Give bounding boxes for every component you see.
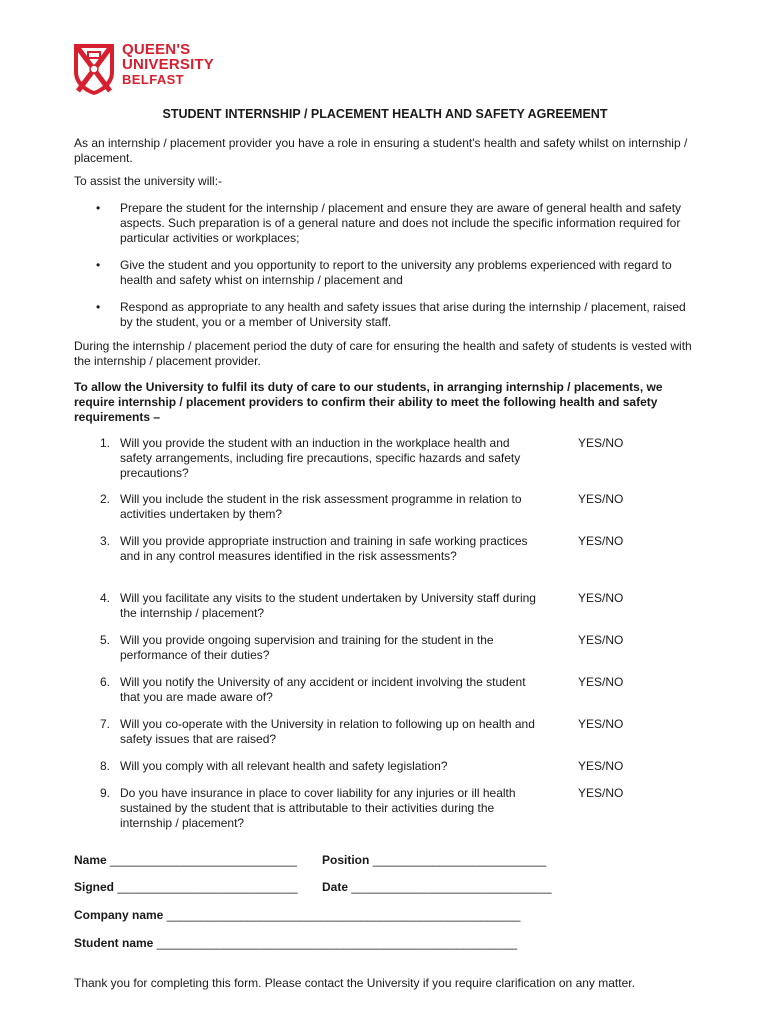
question-number: 4. — [99, 591, 110, 605]
question-number: 6. — [99, 675, 110, 689]
position-field[interactable] — [322, 853, 546, 868]
intro-paragraph: As an internship / placement provider you have a role in ensuring a student's health and safety whilst on internship / placement. — [74, 136, 688, 165]
question-text: Will you co-operate with the University in relation to following up on health and safety issues that are raised? — [120, 717, 535, 746]
assist-heading: To assist the university will:- — [74, 174, 223, 188]
position-label: Position — [322, 853, 370, 867]
yes-no-answer[interactable]: YES/NO — [578, 717, 624, 731]
yes-no-answer[interactable]: YES/NO — [578, 759, 624, 773]
yes-no-answer[interactable]: YES/NO — [578, 534, 624, 548]
question-text: Do you have insurance in place to cover liability for any injuries or ill health sustained by the student that is attributable to their activities during the internship / placement? — [120, 786, 516, 830]
bullet-marker: • — [96, 300, 101, 314]
logo-line-belfast: BELFAST — [122, 72, 185, 87]
bullet-item: Prepare the student for the internship / placement and ensure they are aware of general health and safety aspects. Such preparation is of a general nature and does not include the specific information required for particular activities or workplaces; — [120, 201, 682, 245]
name-field[interactable] — [74, 853, 297, 868]
bullet-marker: • — [96, 258, 101, 272]
position-input-line[interactable]: __________________________ — [372, 853, 547, 867]
bullet-item: Give the student and you opportunity to report to the university any problems experienced with regard to health and safety whist on internship / placement and — [120, 258, 672, 287]
question-number: 5. — [99, 633, 110, 647]
yes-no-answer[interactable]: YES/NO — [578, 633, 624, 647]
question-text: Will you provide the student with an induction in the workplace health and safety arrangements, including fire precautions, specific hazards and safety precautions? — [120, 436, 521, 480]
question-text: Will you provide appropriate instruction and training in safe working practices and in any control measures identified in the risk assessments? — [120, 534, 528, 563]
signed-label: Signed — [74, 880, 115, 894]
signed-input-line[interactable]: ___________________________ — [117, 880, 298, 894]
yes-no-answer[interactable]: YES/NO — [578, 436, 624, 450]
question-number: 1. — [99, 436, 110, 450]
question-number: 2. — [99, 492, 110, 506]
yes-no-answer[interactable]: YES/NO — [578, 591, 624, 605]
bullet-item: Respond as appropriate to any health and safety issues that arise during the internship / placement, raised by the student, you or a member of University staff. — [120, 300, 686, 329]
question-number: 7. — [99, 717, 110, 731]
logo-wordmark — [122, 42, 214, 87]
logo-line-queens: QUEEN'S — [122, 41, 191, 58]
question-text: Will you comply with all relevant health and safety legislation? — [120, 759, 448, 773]
question-text: Will you provide ongoing supervision and training for the student in the performance of their duties? — [120, 633, 494, 662]
requirement-paragraph: To allow the University to fulfil its duty of care to our students, in arranging internship / placements, we require internship / placement providers to confirm their ability to meet the following health and safety requirements – — [74, 380, 663, 424]
question-number: 8. — [99, 759, 110, 773]
yes-no-answer[interactable]: YES/NO — [578, 786, 624, 800]
shield-crest-icon — [72, 42, 116, 96]
question-number: 9. — [99, 786, 110, 800]
question-text: Will you include the student in the risk assessment programme in relation to activities undertaken by them? — [120, 492, 522, 521]
date-input-line[interactable]: ______________________________ — [351, 880, 552, 894]
footer-note: Thank you for completing this form. Please contact the University if you require clarification on any matter. — [74, 976, 635, 990]
duty-paragraph: During the internship / placement period the duty of care for ensuring the health and safety of students is vested with the internship / placement provider. — [74, 339, 692, 368]
university-logo — [72, 40, 252, 100]
logo-line-university: UNIVERSITY — [122, 56, 215, 73]
yes-no-answer[interactable]: YES/NO — [578, 675, 624, 689]
question-text: Will you facilitate any visits to the student undertaken by University staff during the internship / placement? — [120, 591, 536, 620]
student-name-field[interactable] — [74, 936, 517, 951]
company-name-label: Company name — [74, 908, 164, 922]
date-field[interactable] — [322, 880, 552, 895]
bullet-marker: • — [96, 201, 101, 215]
signed-field[interactable] — [74, 880, 298, 895]
date-label: Date — [322, 880, 349, 894]
document-title: STUDENT INTERNSHIP / PLACEMENT HEALTH AND SAFETY AGREEMENT — [162, 107, 608, 121]
yes-no-answer[interactable]: YES/NO — [578, 492, 624, 506]
company-name-input-line[interactable]: _____________________________________________________ — [166, 908, 521, 922]
name-label: Name — [74, 853, 107, 867]
question-number: 3. — [99, 534, 110, 548]
student-name-input-line[interactable]: ______________________________________________________ — [156, 936, 518, 950]
name-input-line[interactable]: ____________________________ — [110, 853, 297, 867]
student-name-label: Student name — [74, 936, 154, 950]
company-name-field[interactable] — [74, 908, 520, 923]
question-text: Will you notify the University of any accident or incident involving the student that you are made aware of? — [120, 675, 526, 704]
